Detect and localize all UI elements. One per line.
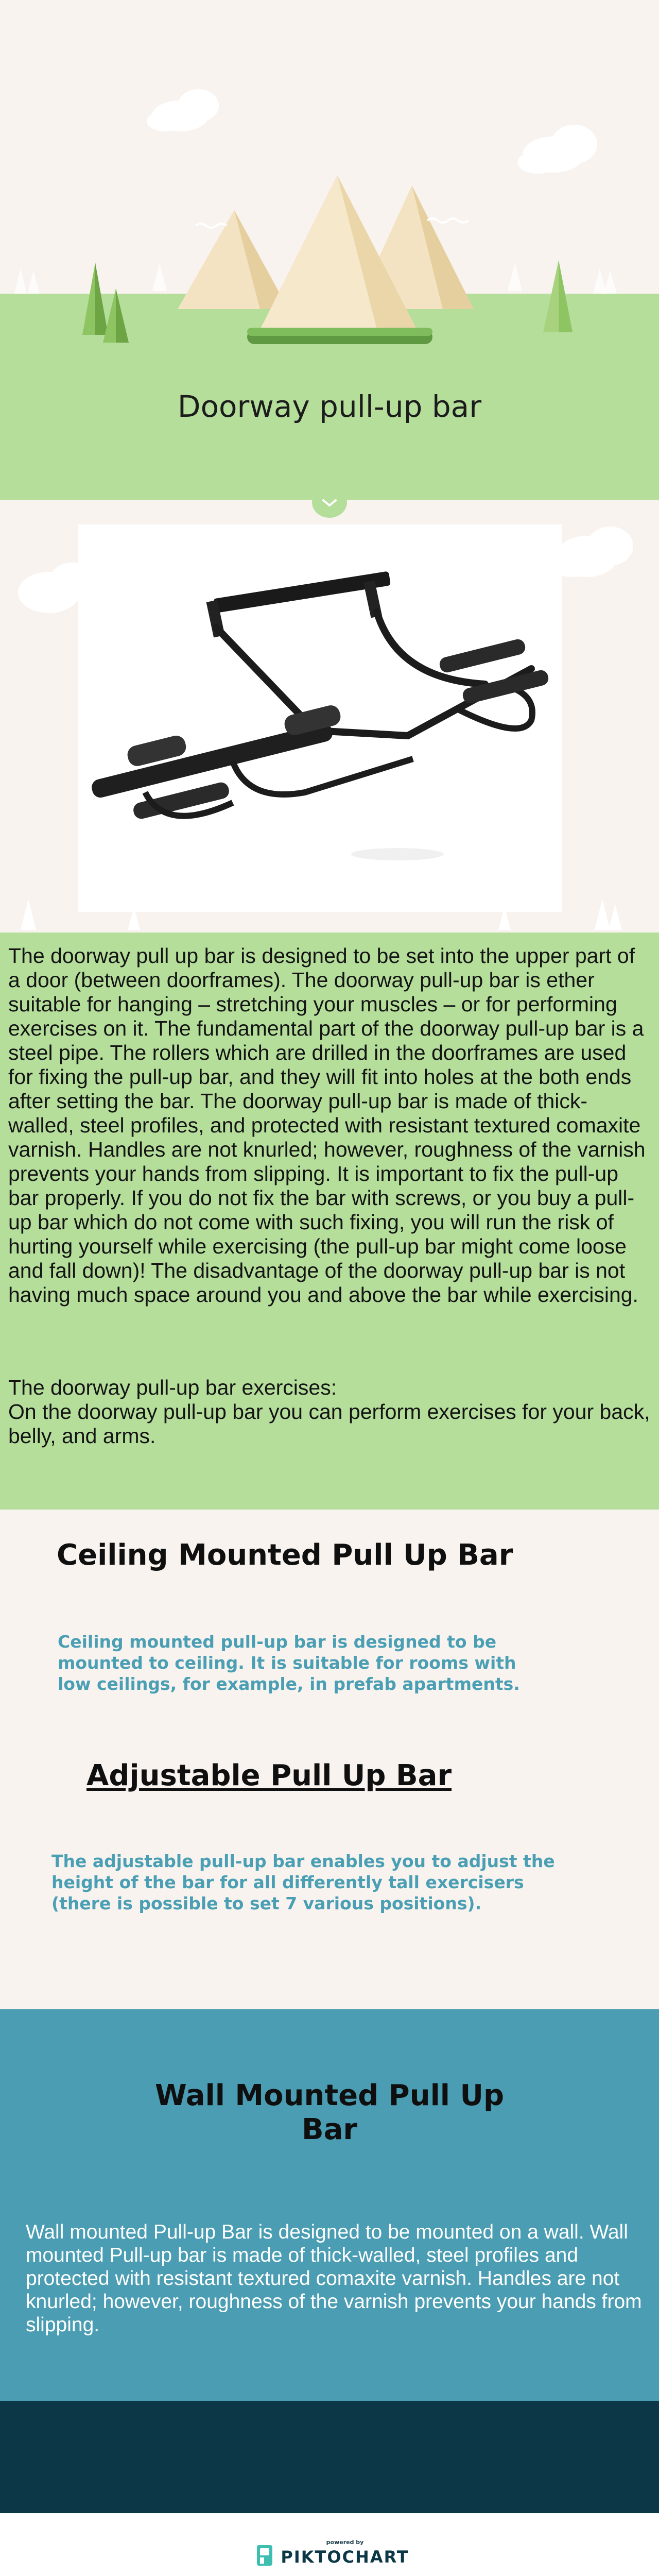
ceiling-heading: Ceiling Mounted Pull Up Bar: [57, 1538, 513, 1572]
scroll-down-badge: [312, 487, 347, 518]
powered-by-label[interactable]: powered by: [326, 2539, 364, 2546]
mountain-landscape-illustration: [0, 0, 659, 500]
wall-heading: Wall Mounted Pull Up Bar: [154, 2079, 505, 2146]
page-title: Doorway pull-up bar: [177, 389, 482, 424]
pull-up-bar-photo: [78, 524, 562, 912]
chevron-down-icon: [321, 498, 338, 507]
wall-mounted-section: [0, 2009, 659, 2401]
doorway-description: The doorway pull up bar is designed to be set into the upper part of a door (between doorframes). The doorway pull-up bar is ether suitable for hanging – stretching your muscles – or for performing exercises on it. The fundamental part of the doorway pull-up bar is a steel pipe. The rollers which are drilled in the doorframes are used for fixing the pull-up bar, and they will fit into holes at the both ends after setting the bar. The doorway pull-up bar is made of thick-walled, steel profiles, and protected with resistant textured comaxite varnish. Handles are not knurled; however, roughness of the varnish prevents your hands from slipping. It is important to fix the pull-up bar properly. If you do not fix the bar with screws, or you buy a pull-up bar which do not come with such fixing, you will run the risk of hurting yourself while exercising (the pull-up bar might come loose and fall down)! The disadvantage of the doorway pull-up bar is not having much space around you and above the bar while exercising.: [8, 944, 646, 1307]
footer-band: [0, 2401, 659, 2513]
pull-up-bar-image: [78, 524, 562, 912]
wall-description: Wall mounted Pull-up Bar is designed to be mounted on a wall. Wall mounted Pull-up bar is made of thick-walled, steel profiles and protected with resistant textured comaxite varnish. Handles are not knurled; however, roughness of the varnish prevents your hands from slipping.: [26, 2221, 642, 2336]
brand-name[interactable]: PIKTOCHART: [281, 2547, 409, 2567]
adjustable-description: The adjustable pull-up bar enables you to adjust the height of the bar for all differently tall exercisers (there is possible to set 7 various positions).: [51, 1851, 555, 1913]
doorway-exercises: [8, 1376, 652, 1448]
ceiling-description: Ceiling mounted pull-up bar is designed to be mounted to ceiling. It is suitable for rooms with low ceilings, for example, in prefab apartments.: [58, 1632, 520, 1694]
cloud-icon: [147, 89, 597, 174]
exercises-text: On the doorway pull-up bar you can perform exercises for your back, belly, and arms.: [8, 1400, 650, 1448]
hero-section: [0, 0, 659, 500]
exercises-title: The doorway pull-up bar exercises:: [8, 1376, 337, 1399]
adjustable-heading: Adjustable Pull Up Bar: [86, 1759, 452, 1792]
